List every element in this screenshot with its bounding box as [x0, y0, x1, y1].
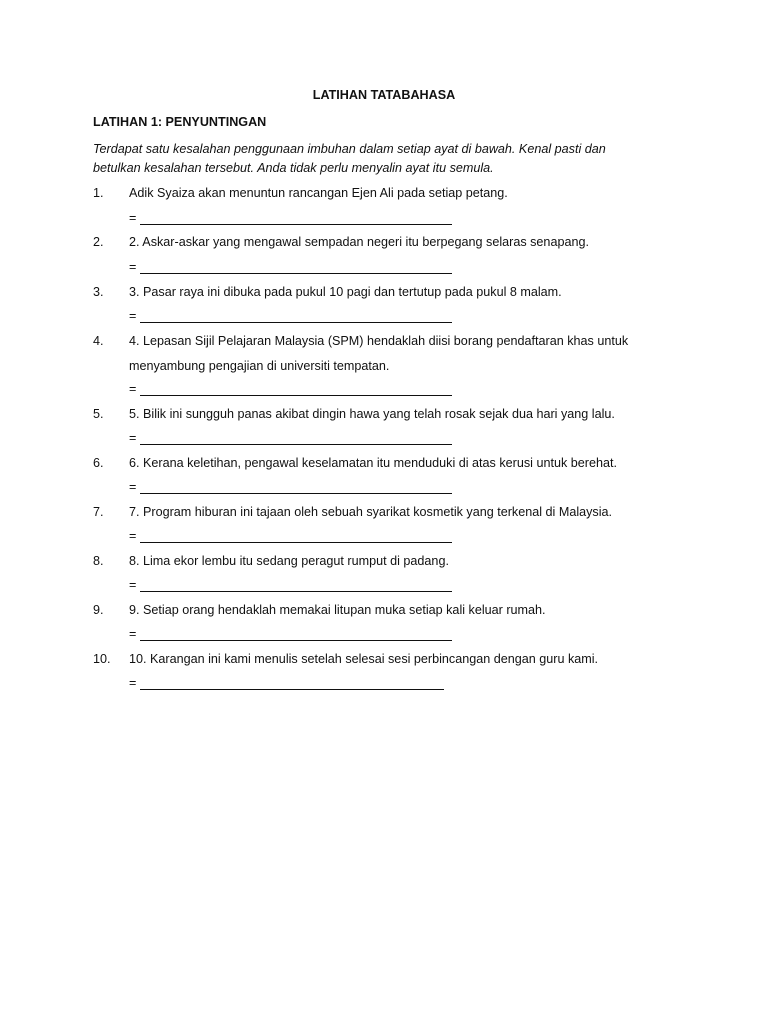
answer-blank[interactable]: [140, 677, 444, 690]
instruction-text: Terdapat satu kesalahan penggunaan imbuhan dalam setiap ayat di bawah. Kenal pasti dan betulkan kesalahan tersebut. Anda tidak perlu menyalin ayat itu semula.: [93, 142, 606, 175]
answer-line: [129, 529, 452, 543]
document-title: LATIHAN TATABAHASA: [312, 88, 456, 102]
item-sentence: 5. Bilik ini sungguh panas akibat dingin hawa yang telah rosak sejak dua hari yang lalu.: [129, 407, 615, 421]
answer-prefix: =: [129, 309, 137, 323]
item-number: 6.: [93, 456, 104, 470]
answer-prefix: =: [129, 431, 137, 445]
answer-blank[interactable]: [140, 628, 452, 641]
item-sentence: 10. Karangan ini kami menulis setelah selesai sesi perbincangan dengan guru kami.: [129, 652, 599, 666]
item-number: 8.: [93, 554, 104, 568]
answer-line: [129, 627, 452, 641]
answer-prefix: =: [129, 529, 137, 543]
answer-blank[interactable]: [140, 383, 452, 396]
answer-blank[interactable]: [140, 432, 452, 445]
item-number: 4.: [93, 334, 104, 348]
answer-prefix: =: [129, 676, 137, 690]
answer-prefix: =: [129, 382, 137, 396]
item-number: 1.: [93, 186, 104, 200]
answer-line: [129, 382, 452, 396]
item-number: 9.: [93, 603, 104, 617]
answer-line: [129, 309, 452, 323]
answer-prefix: =: [129, 578, 137, 592]
item-sentence: 2. Askar-askar yang mengawal sempadan negeri itu berpegang selaras senapang.: [129, 235, 589, 249]
item-sentence: 9. Setiap orang hendaklah memakai litupan muka setiap kali keluar rumah.: [129, 603, 546, 617]
answer-blank[interactable]: [140, 579, 452, 592]
item-sentence: 6. Kerana keletihan, pengawal keselamatan itu menduduki di atas kerusi untuk berehat.: [129, 456, 617, 470]
item-sentence: 7. Program hiburan ini tajaan oleh sebuah syarikat kosmetik yang terkenal di Malaysia.: [129, 505, 613, 519]
answer-blank[interactable]: [140, 481, 452, 494]
section-heading: LATIHAN 1: PENYUNTINGAN: [93, 115, 267, 129]
answer-line: [129, 676, 444, 690]
item-number: 3.: [93, 285, 104, 299]
answer-line: [129, 211, 452, 225]
answer-prefix: =: [129, 627, 137, 641]
answer-line: [129, 578, 452, 592]
answer-prefix: =: [129, 211, 137, 225]
answer-line: [129, 431, 452, 445]
item-number: 2.: [93, 235, 104, 249]
item-sentence: 3. Pasar raya ini dibuka pada pukul 10 pagi dan tertutup pada pukul 8 malam.: [129, 285, 562, 299]
answer-prefix: =: [129, 480, 137, 494]
answer-blank[interactable]: [140, 530, 452, 543]
item-sentence: Adik Syaiza akan menuntun rancangan Ejen Ali pada setiap petang.: [129, 186, 508, 200]
item-number: 7.: [93, 505, 104, 519]
item-sentence: 8. Lima ekor lembu itu sedang peragut rumput di padang.: [129, 554, 449, 568]
answer-blank[interactable]: [140, 310, 452, 323]
item-number: 5.: [93, 407, 104, 421]
item-number: 10.: [93, 652, 111, 666]
item-sentence: 4. Lepasan Sijil Pelajaran Malaysia (SPM) hendaklah diisi borang pendaftaran khas untuk menyambung pengajian di universiti tempatan.: [129, 334, 629, 373]
answer-blank[interactable]: [140, 261, 452, 274]
answer-line: [129, 260, 452, 274]
answer-prefix: =: [129, 260, 137, 274]
answer-blank[interactable]: [140, 212, 452, 225]
answer-line: [129, 480, 452, 494]
